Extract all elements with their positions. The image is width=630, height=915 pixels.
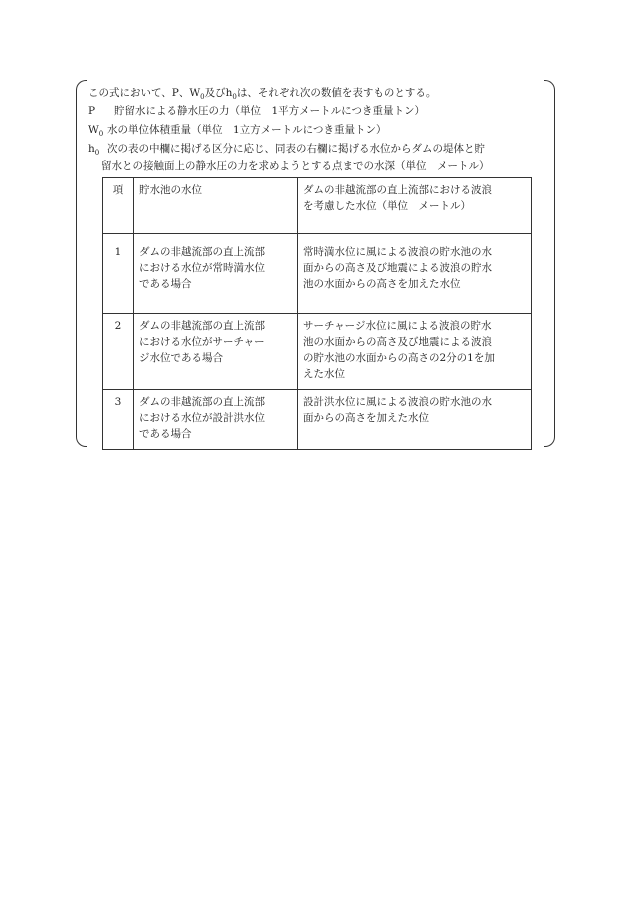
table-row bbox=[103, 314, 532, 390]
table-header-row bbox=[103, 178, 532, 234]
definition-p-symbol: P bbox=[88, 105, 96, 117]
definition-h0-text-line1: 次の表の中欄に掲げる区分に応じ、同表の右欄に掲げる水位からダムの堤体と貯 bbox=[107, 143, 485, 155]
definition-h0-symbol: $h_0$ bbox=[88, 143, 100, 157]
row-number: 1 bbox=[103, 234, 134, 314]
row-reservoir-level: ダムの非越流部の直上流部 における水位が常時満水位 である場合 bbox=[134, 234, 298, 314]
row-number: 2 bbox=[103, 314, 134, 390]
row-reservoir-level: ダムの非越流部の直上流部 における水位が設計洪水位 である場合 bbox=[134, 390, 298, 450]
definition-p-text: 貯留水による静水圧の力（単位 1平方メートルにつき重量トン） bbox=[114, 105, 425, 117]
definition-w0-symbol: $W_0$ bbox=[88, 124, 104, 138]
right-bracket bbox=[544, 80, 555, 447]
row-number: 3 bbox=[103, 390, 134, 450]
header-reservoir-level: 貯水池の水位 bbox=[134, 178, 298, 234]
intro-sentence: この式において、P、$W_0$及び$h_0$は、それぞれ次の数値を表すものとする。 bbox=[88, 87, 437, 101]
left-bracket bbox=[76, 80, 87, 447]
row-wave-level: 常時満水位に風による波浪の貯水池の水 面からの高さ及び地震による波浪の貯水 池の水面からの高さを加えた水位 bbox=[298, 234, 532, 314]
table-row bbox=[103, 234, 532, 314]
definition-w0-text: 水の単位体積重量（単位 1立方メートルにつき重量トン） bbox=[107, 124, 387, 136]
header-wave-level: ダムの非越流部の直上流部における波浪 を考慮した水位（単位 メートル） bbox=[298, 178, 532, 234]
row-reservoir-level: ダムの非越流部の直上流部 における水位がサーチャー ジ水位である場合 bbox=[134, 314, 298, 390]
water-level-table bbox=[102, 177, 532, 450]
row-wave-level: サーチャージ水位に風による波浪の貯水 池の水面からの高さ及び地震による波浪 の貯水池の水面からの高さの2分の1を加 えた水位 bbox=[298, 314, 532, 390]
table-row bbox=[103, 390, 532, 450]
header-item: 項 bbox=[103, 178, 134, 234]
definition-h0-text-line2: 留水との接触面上の静水圧の力を求めようとする点までの水深（単位 メートル） bbox=[101, 160, 490, 172]
row-wave-level: 設計洪水位に風による波浪の貯水池の水 面からの高さを加えた水位 bbox=[298, 390, 532, 450]
